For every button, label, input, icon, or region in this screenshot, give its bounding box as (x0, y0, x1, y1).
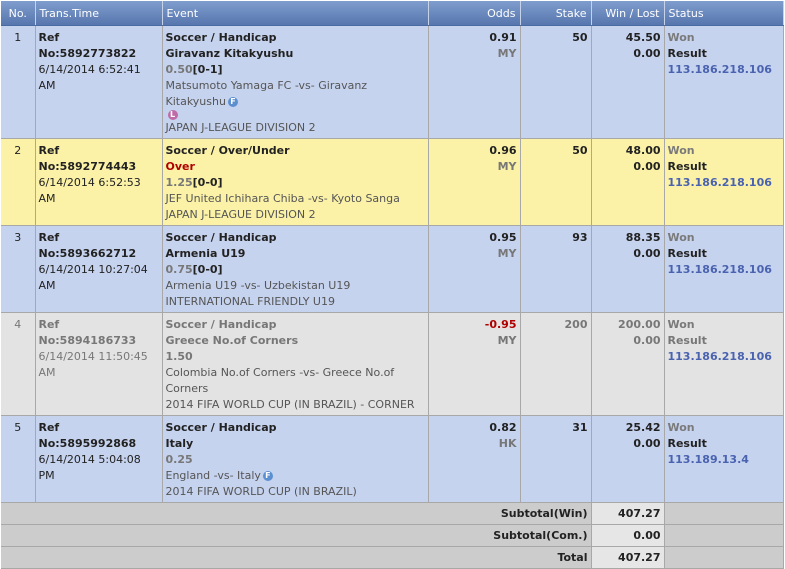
odds-value: 0.91 (489, 31, 517, 44)
stake-value: 50 (520, 139, 591, 226)
handicap-value: 1.25 (165, 176, 193, 189)
win-amount: 45.50 (625, 31, 661, 44)
status-text: Won (667, 318, 695, 331)
odds-cell (428, 226, 520, 313)
row-number: 4 (1, 313, 35, 416)
league-name: INTERNATIONAL FRIENDLY U19 (165, 295, 335, 308)
event-cell (162, 416, 428, 503)
trans-cell (35, 313, 162, 416)
league-name: JAPAN J-LEAGUE DIVISION 2 (165, 208, 316, 221)
stake-value: 200 (520, 313, 591, 416)
odds-cell (428, 313, 520, 416)
trans-time: 6/14/2014 6:52:41 AM (38, 63, 141, 92)
win-amount: 48.00 (625, 144, 661, 157)
ref-number: Ref No:5894186733 (38, 318, 137, 347)
selection: Greece No.of Corners (165, 334, 299, 347)
trans-time: 6/14/2014 6:52:53 AM (38, 176, 141, 205)
handicap-value: 1.50 (165, 350, 193, 363)
commission-amount: 0.00 (633, 47, 661, 60)
totals-blank (664, 525, 783, 547)
bet-type: Soccer / Handicap (165, 318, 277, 331)
stake-value: 50 (520, 26, 591, 139)
totals-blank (664, 503, 783, 525)
status-text: Won (667, 421, 695, 434)
result-link[interactable]: Result (667, 47, 707, 60)
status-cell (664, 226, 783, 313)
league-name: JAPAN J-LEAGUE DIVISION 2 (165, 121, 316, 134)
odds-value: 0.96 (489, 144, 517, 157)
row-number: 2 (1, 139, 35, 226)
header-stake: Stake (520, 1, 591, 26)
subtotal-win-value: 407.27 (591, 503, 664, 525)
selection: Armenia U19 (165, 247, 246, 260)
odds-type: MY (497, 47, 517, 60)
odds-cell (428, 416, 520, 503)
header-no: No. (1, 1, 35, 26)
table-header-row (1, 1, 783, 26)
event-cell (162, 226, 428, 313)
totals-blank (664, 547, 783, 569)
win-lost-cell (591, 139, 664, 226)
handicap-value: 0.75 (165, 263, 193, 276)
league-name: 2014 FIFA WORLD CUP (IN BRAZIL) - CORNER (165, 398, 415, 411)
handicap-value: 0.25 (165, 453, 193, 466)
trans-time: 6/14/2014 11:50:45 AM (38, 350, 148, 379)
trans-cell (35, 26, 162, 139)
ref-number: Ref No:5893662712 (38, 231, 137, 260)
header-odds: Odds (428, 1, 520, 26)
ref-number: Ref No:5892773822 (38, 31, 137, 60)
ip-address: 113.186.218.106 (667, 176, 772, 189)
win-lost-cell (591, 226, 664, 313)
match-name: Matsumoto Yamaga FC -vs- Giravanz Kitakyushu (165, 79, 368, 108)
odds-value: -0.95 (484, 318, 517, 331)
trans-cell (35, 139, 162, 226)
status-cell (664, 26, 783, 139)
win-lost-cell (591, 313, 664, 416)
event-cell (162, 139, 428, 226)
selection: Giravanz Kitakyushu (165, 47, 294, 60)
live-icon: L (168, 110, 178, 120)
row-number: 1 (1, 26, 35, 139)
selection: Over (165, 160, 195, 173)
total-value: 407.27 (591, 547, 664, 569)
stake-value: 31 (520, 416, 591, 503)
event-cell (162, 313, 428, 416)
status-text: Won (667, 31, 695, 44)
subtotal-com-value: 0.00 (591, 525, 664, 547)
bet-type: Soccer / Handicap (165, 31, 277, 44)
subtotal-win-label: Subtotal(Win) (1, 503, 591, 525)
favorite-icon: F (263, 471, 273, 481)
odds-value: 0.82 (489, 421, 517, 434)
commission-amount: 0.00 (633, 334, 661, 347)
header-trans-time: Trans.Time (35, 1, 162, 26)
result-link[interactable]: Result (667, 160, 707, 173)
ip-address: 113.186.218.106 (667, 63, 772, 76)
odds-type: MY (497, 160, 517, 173)
match-name: Armenia U19 -vs- Uzbekistan U19 (165, 279, 351, 292)
status-cell (664, 313, 783, 416)
selection: Italy (165, 437, 194, 450)
win-amount: 200.00 (618, 318, 661, 331)
total-row (1, 547, 783, 569)
commission-amount: 0.00 (633, 247, 661, 260)
trans-cell (35, 226, 162, 313)
result-link[interactable]: Result (667, 247, 707, 260)
status-cell (664, 416, 783, 503)
win-lost-cell (591, 416, 664, 503)
handicap-score: [0-0] (192, 263, 223, 276)
match-name: Colombia No.of Corners -vs- Greece No.of Corners (165, 366, 395, 395)
subtotal-win-row (1, 503, 783, 525)
handicap-score: [0-0] (192, 176, 223, 189)
odds-cell (428, 26, 520, 139)
result-link[interactable]: Result (667, 334, 707, 347)
odds-value: 0.95 (489, 231, 517, 244)
row-number: 3 (1, 226, 35, 313)
table-row (1, 313, 783, 416)
favorite-icon: F (228, 97, 238, 107)
ip-address: 113.189.13.4 (667, 453, 749, 466)
bet-type: Soccer / Handicap (165, 231, 277, 244)
bet-history-table (1, 1, 784, 569)
win-amount: 25.42 (625, 421, 661, 434)
trans-cell (35, 416, 162, 503)
odds-type: HK (498, 437, 517, 450)
header-event: Event (162, 1, 428, 26)
win-amount: 88.35 (625, 231, 661, 244)
total-label: Total (1, 547, 591, 569)
handicap-score: [0-1] (192, 63, 223, 76)
status-cell (664, 139, 783, 226)
ip-address: 113.186.218.106 (667, 350, 772, 363)
match-name: JEF United Ichihara Chiba -vs- Kyoto Sanga (165, 192, 400, 205)
trans-time: 6/14/2014 5:04:08 PM (38, 453, 141, 482)
odds-cell (428, 139, 520, 226)
table-row (1, 26, 783, 139)
table-row (1, 139, 783, 226)
status-text: Won (667, 231, 695, 244)
subtotal-com-row (1, 525, 783, 547)
event-cell (162, 26, 428, 139)
result-link[interactable]: Result (667, 437, 707, 450)
ref-number: Ref No:5892774443 (38, 144, 137, 173)
stake-value: 93 (520, 226, 591, 313)
table-row (1, 416, 783, 503)
league-name: 2014 FIFA WORLD CUP (IN BRAZIL) (165, 485, 357, 498)
match-name: England -vs- Italy (165, 469, 261, 482)
commission-amount: 0.00 (633, 160, 661, 173)
subtotal-com-label: Subtotal(Com.) (1, 525, 591, 547)
table-row (1, 226, 783, 313)
odds-type: MY (497, 334, 517, 347)
header-win-lost: Win / Lost (591, 1, 664, 26)
bet-type: Soccer / Over/Under (165, 144, 290, 157)
win-lost-cell (591, 26, 664, 139)
ref-number: Ref No:5895992868 (38, 421, 137, 450)
odds-type: MY (497, 247, 517, 260)
commission-amount: 0.00 (633, 437, 661, 450)
bet-type: Soccer / Handicap (165, 421, 277, 434)
row-number: 5 (1, 416, 35, 503)
ip-address: 113.186.218.106 (667, 263, 772, 276)
status-text: Won (667, 144, 695, 157)
header-status: Status (664, 1, 783, 26)
trans-time: 6/14/2014 10:27:04 AM (38, 263, 148, 292)
handicap-value: 0.50 (165, 63, 193, 76)
